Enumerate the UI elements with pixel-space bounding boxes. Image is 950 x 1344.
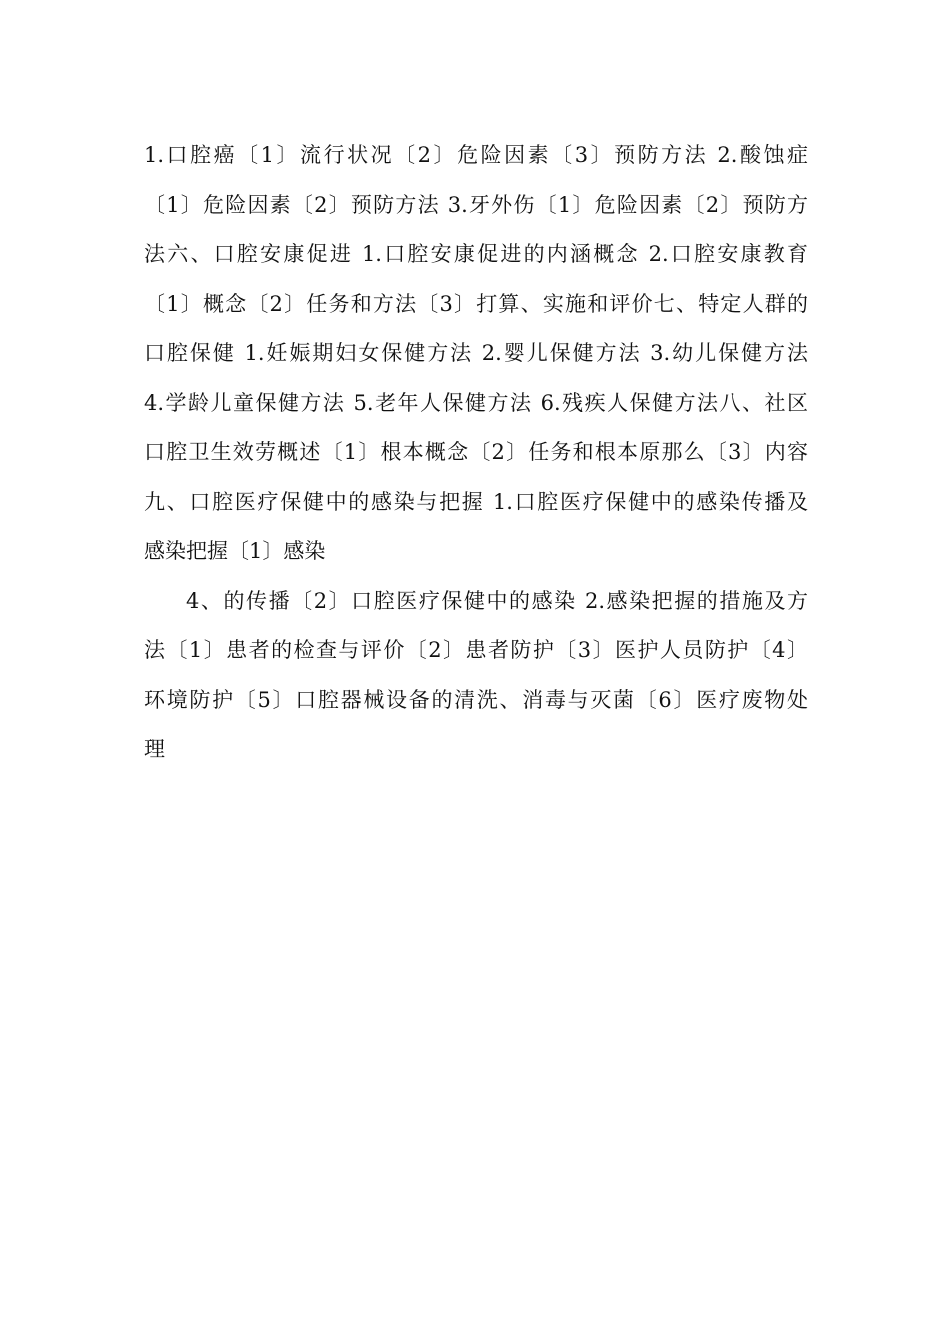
text-line: 口腔卫生效劳概述〔1〕根本概念〔2〕任务和根本原那么〔3〕内容 <box>144 440 808 464</box>
text-line: 口腔保健 1.妊娠期妇女保健方法 2.婴儿保健方法 3.幼儿保健方法 <box>144 341 808 365</box>
text-line: 环境防护〔5〕口腔器械设备的清洗、消毒与灭菌〔6〕医疗废物处 <box>144 687 808 712</box>
text-line: 〔1〕危险因素〔2〕预防方法 3.牙外伤〔1〕危险因素〔2〕预防方 <box>144 192 808 217</box>
text-line: 理 <box>144 737 165 761</box>
text-line: 法〔1〕患者的检查与评价〔2〕患者防护〔3〕医护人员防护〔4〕 <box>144 638 808 662</box>
paragraph-1 <box>144 131 808 577</box>
text-line: 法六、口腔安康促进 1.口腔安康促进的内涵概念 2.口腔安康教育 <box>144 242 808 266</box>
text-line: 4.学龄儿童保健方法 5.老年人保健方法 6.残疾人保健方法八、社区 <box>144 390 808 415</box>
text-line: 九、口腔医疗保健中的感染与把握 1.口腔医疗保健中的感染传播及 <box>144 489 808 514</box>
paragraph-2 <box>144 577 808 775</box>
text-line: 感染把握〔1〕感染 <box>144 539 326 563</box>
text-line: 〔1〕概念〔2〕任务和方法〔3〕打算、实施和评价七、特定人群的 <box>144 291 808 316</box>
document-body <box>144 131 808 775</box>
text-line: 1.口腔癌〔1〕流行状况〔2〕危险因素〔3〕预防方法 2.酸蚀症 <box>144 143 808 167</box>
text-line: 4、的传播〔2〕口腔医疗保健中的感染 2.感染把握的措施及方 <box>186 588 808 613</box>
